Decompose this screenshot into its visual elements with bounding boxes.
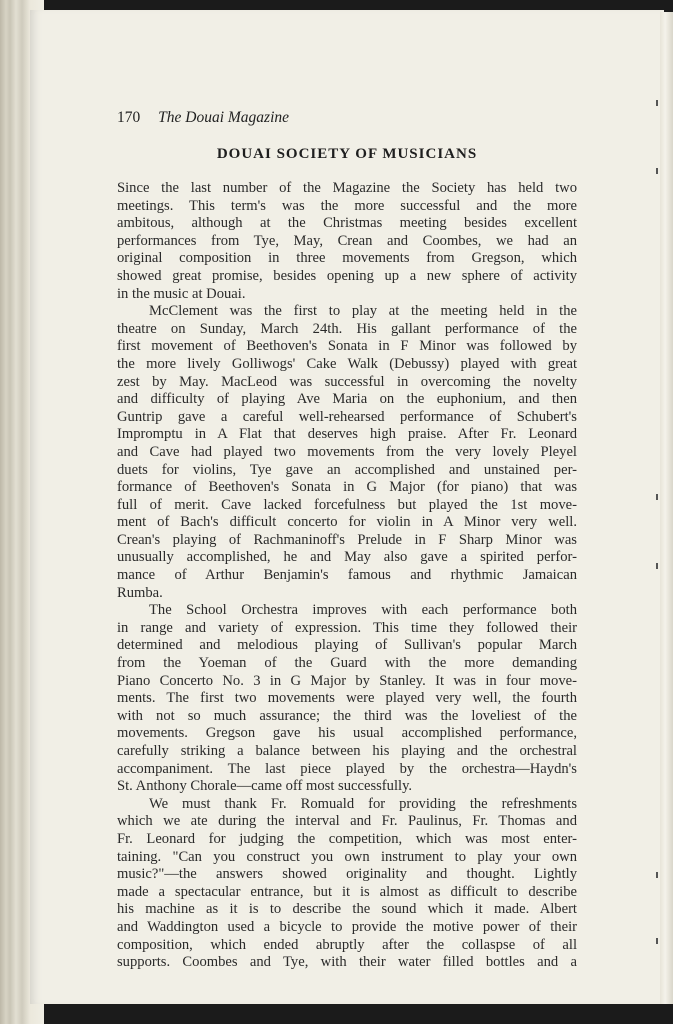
text-line: The School Orchestra improves with each performance both — [149, 602, 577, 619]
article-body — [117, 180, 577, 972]
text-line: Impromptu in A Flat that deserves high praise. After Fr. Leonard — [117, 426, 577, 443]
text-line: Piano Concerto No. 3 in G Major by Stanley. It was in four move- — [117, 672, 577, 689]
text-line: composition, which ended abruptly after the collaspse of all — [117, 936, 577, 953]
text-line: Guntrip gave a careful well-rehearsed performance of Schubert's — [117, 408, 577, 425]
text-line: Rumba. — [117, 584, 163, 601]
running-header — [117, 109, 289, 127]
text-line: his machine as it is to describe the sound which it made. Albert — [117, 901, 577, 918]
text-line: taining. "Can you construct you own instrument to play your own — [117, 848, 577, 865]
text-line: in range and variety of expression. This time they followed their — [117, 619, 577, 636]
text-line: and Waddington used a bicycle to provide the motive power of their — [117, 918, 577, 935]
text-line: first movement of Beethoven's Sonata in F Minor was followed by — [117, 338, 577, 355]
magazine-title: The Douai Magazine — [158, 109, 290, 126]
text-line: supports. Coombes and Tye, with their water filled bottles and a — [117, 954, 577, 971]
edge-mark — [656, 938, 658, 944]
edge-mark — [656, 563, 658, 569]
text-line: duets for violins, Tye gave an accomplished and unstained per- — [117, 461, 577, 478]
edge-mark — [656, 100, 658, 106]
text-line: mance of Arthur Benjamin's famous and rhythmic Jamaican — [117, 567, 577, 584]
page-number: 170 — [117, 109, 141, 126]
text-line: accompaniment. The last piece played by the orchestra—Haydn's — [117, 760, 577, 777]
text-line: unusually accomplished, he and May also gave a spirited perfor- — [117, 549, 577, 566]
text-line: original composition in three movements from Gregson, which — [117, 250, 577, 267]
text-line: made a spectacular entrance, but it is almost as difficult to describe — [117, 883, 577, 900]
text-line: which we ate during the interval and Fr. Paulinus, Fr. Thomas and — [117, 813, 577, 830]
text-line: Crean's playing of Rachmaninoff's Prelude in F Sharp Minor was — [117, 531, 577, 548]
text-line: movements. Gregson gave his usual accomplished performance, — [117, 725, 577, 742]
text-line: from the Yoeman of the Guard with the more demanding — [117, 655, 577, 672]
text-line: full of merit. Cave lacked forcefulness but played the 1st move- — [117, 496, 577, 513]
text-line: ambitous, although at the Christmas meeting besides excellent — [117, 215, 577, 232]
text-line: the more lively Golliwogs' Cake Walk (Debussy) played with great — [117, 355, 577, 372]
text-line: with not so much assurance; the third was the loveliest of the — [117, 707, 577, 724]
text-line: and difficulty of playing Ave Maria on the euphonium, and then — [117, 391, 577, 408]
text-line: McClement was the first to play at the meeting held in the — [149, 303, 577, 320]
text-line: in the music at Douai. — [117, 285, 246, 302]
text-line: meetings. This term's was the more successful and the more — [117, 197, 577, 214]
text-line: determined and melodious playing of Sullivan's popular March — [117, 637, 577, 654]
text-line: ment of Bach's difficult concerto for violin in A Minor very well. — [117, 514, 577, 531]
text-line: We must thank Fr. Romuald for providing the refreshments — [149, 795, 577, 812]
text-line: zest by May. MacLeod was successful in overcoming the novelty — [117, 373, 577, 390]
text-line: music?"—the answers showed originality and thought. Lightly — [117, 866, 577, 883]
text-line: Since the last number of the Magazine the Society has held two — [117, 180, 577, 196]
edge-mark — [656, 494, 658, 500]
text-line: showed great promise, besides opening up a new sphere of activity — [117, 267, 577, 284]
edge-mark — [656, 168, 658, 174]
text-line: and Cave had played two movements from the very lovely Pleyel — [117, 443, 577, 460]
text-line: Fr. Leonard for judging the competition, which was most enter- — [117, 830, 577, 847]
page-edge — [660, 12, 673, 1004]
article-title: DOUAI SOCIETY OF MUSICIANS — [216, 146, 478, 162]
text-line: carefully striking a balance between his playing and the orchestral — [117, 743, 577, 759]
text-line: performances from Tye, May, Crean and Coombes, we had an — [117, 232, 577, 249]
text-line: ments. The first two movements were played very well, the fourth — [117, 690, 577, 707]
text-line: formance of Beethoven's Sonata in G Major (for piano) that was — [117, 479, 577, 496]
text-line: theatre on Sunday, March 24th. His gallant performance of the — [117, 320, 577, 337]
edge-mark — [656, 872, 658, 878]
text-line: St. Anthony Chorale—came off most successfully. — [117, 778, 413, 795]
